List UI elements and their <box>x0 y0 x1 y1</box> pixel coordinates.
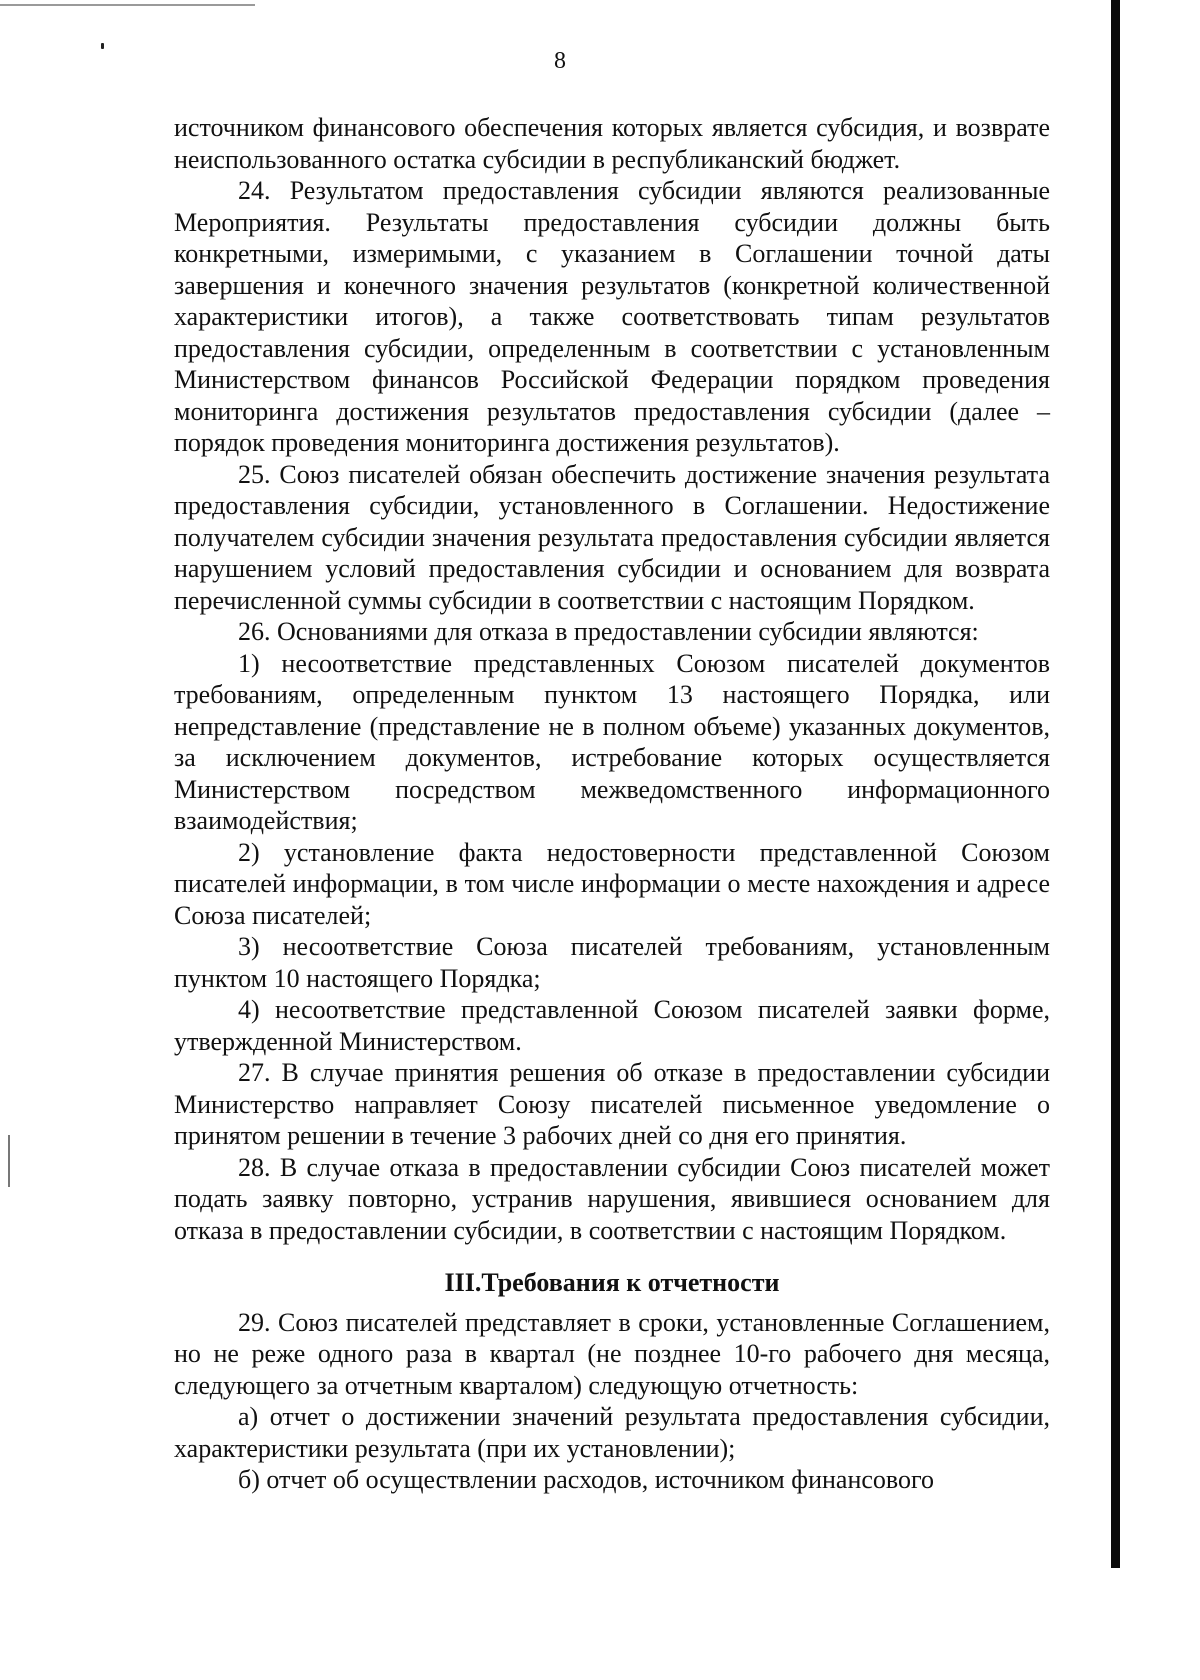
scan-left-mark <box>8 1135 10 1187</box>
list-item: 1) несоответствие представленных Союзом писателей документов требованиям, определенным пунктом 13 настоящего Порядка, или непредставление (представление не в полном объеме) указанных документов, за исключением документов, истребование которых осуществляется Министерством посредством межведомственного информационного взаимодействия; <box>174 648 1050 835</box>
page-number: 8 <box>554 48 566 74</box>
paragraph: 28. В случае отказа в предоставлении субсидии Союз писателей может подать заявку повторно, устранив нарушения, явившиеся основанием для отказа в предоставлении субсидии, в соответствии с настоящим Порядком. <box>174 1152 1050 1245</box>
list-item: 2) установление факта недостоверности представленной Союзом писателей информации, в том числе информации о месте нахождения и адресе Союза писателей; <box>174 837 1050 930</box>
list-item: 3) несоответствие Союза писателей требованиям, установленным пунктом 10 настоящего Порядка; <box>174 932 1050 993</box>
list-item: 4) несоответствие представленной Союзом писателей заявки форме, утвержденной Министерством. <box>174 995 1050 1056</box>
paragraph: источником финансового обеспечения которых является субсидия, и возврате неиспользованного остатка субсидии в республиканский бюджет. <box>174 113 1050 174</box>
list-item: а) отчет о достижении значений результата предоставления субсидии, характеристики результата (при их установлении); <box>174 1402 1050 1463</box>
paragraph: 24. Результатом предоставления субсидии являются реализованные Мероприятия. Результаты предоставления субсидии должны быть конкретными, измеримыми, с указанием в Соглашении точной даты завершения и конечного значения результатов (конкретной количественной характеристики итогов), а также соответствовать типам результатов предоставления субсидии, определенным в соответствии с установленным Министерством финансов Российской Федерации порядком проведения мониторинга достижения результатов предоставления субсидии (далее – порядок проведения мониторинга достижения результатов). <box>174 176 1050 457</box>
paragraph: 26. Основаниями для отказа в предоставлении субсидии являются: <box>238 617 979 646</box>
section-heading: III.Требования к отчетности <box>444 1268 780 1297</box>
body-text <box>174 112 1050 1496</box>
list-item: б) отчет об осуществлении расходов, источником финансового <box>238 1465 935 1494</box>
paragraph: 29. Союз писателей представляет в сроки, установленные Соглашением, но не реже одного раза в квартал (не позднее 10-го рабочего дня месяца, следующего за отчетным кварталом) следующую отчетность: <box>174 1307 1050 1400</box>
section-gap <box>174 1246 1050 1267</box>
paragraph: 25. Союз писателей обязан обеспечить достижение значения результата предоставления субсидии, установленного в Соглашении. Недостижение получателем субсидии значения результата предоставления субсидии является нарушением условий предоставления субсидии и основанием для возврата перечисленной суммы субсидии в соответствии с настоящим Порядком. <box>174 459 1050 615</box>
paragraph: 27. В случае принятия решения об отказе в предоставлении субсидии Министерство направляет Союзу писателей письменное уведомление о принятом решении в течение 3 рабочих дней со дня его принятия. <box>174 1058 1050 1150</box>
scan-right-edge <box>1111 0 1120 1568</box>
scan-top-line <box>0 4 255 6</box>
